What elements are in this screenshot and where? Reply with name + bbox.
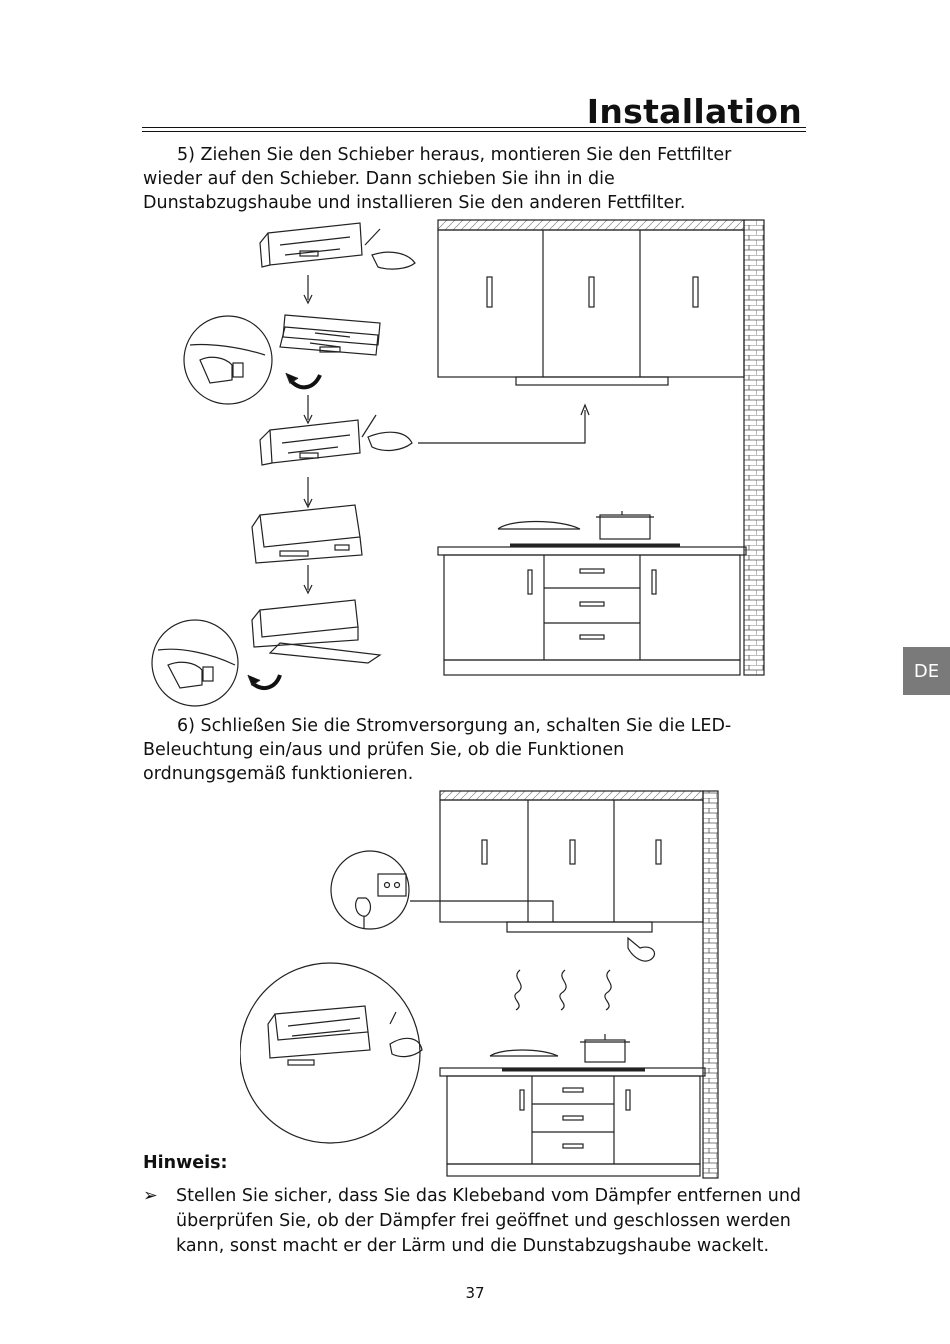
plug	[356, 898, 371, 916]
note-item	[143, 1184, 803, 1259]
step6-paragraph	[143, 714, 783, 786]
step5-line: Dunstabzugshaube und installieren Sie den anderen Fettfilter.	[143, 193, 686, 213]
filter-installation-figure	[140, 215, 780, 710]
wok-pan	[490, 1050, 558, 1056]
step6-line: 6) Schließen Sie die Stromversorgung an, schalten Sie die LED-	[177, 716, 732, 736]
wall-socket	[378, 874, 406, 896]
upper-cabinets	[438, 220, 744, 377]
brick-wall	[703, 791, 718, 1178]
hood-step-3	[260, 415, 412, 465]
step5-line: 5) Ziehen Sie den Schieber heraus, montieren Sie den Fettfilter	[177, 145, 732, 165]
base-cabinets	[440, 1068, 705, 1176]
socket-detail-circle	[331, 851, 409, 929]
upper-cabinets	[440, 791, 703, 922]
language-tab[interactable]: DE	[903, 647, 950, 695]
note-heading: Hinweis:	[143, 1153, 228, 1173]
cooking-pot	[600, 515, 650, 539]
range-hood-body	[507, 922, 652, 932]
hood-step-4	[252, 505, 362, 563]
hood-step-2	[280, 315, 380, 355]
title-rule-bottom	[142, 131, 806, 132]
note-text: Stellen Sie sicher, dass Sie das Klebeband vom Dämpfer entfernen und überprüfen Sie, ob der Dämpfer frei geöffnet und geschlossen werden kann, sonst macht er der Lärm und die Dunstabzugshaube wackelt.	[176, 1186, 802, 1256]
brick-wall	[744, 220, 764, 675]
range-hood-body	[516, 377, 668, 385]
cooking-pot	[585, 1040, 625, 1062]
detail-circle-2	[152, 620, 238, 706]
step6-line: ordnungsgemäß funktionieren.	[143, 764, 414, 784]
wok-pan	[498, 522, 580, 530]
detail-circle-1	[184, 316, 272, 404]
step6-line: Beleuchtung ein/aus und prüfen Sie, ob die Funktionen	[143, 740, 625, 760]
title-rule-top	[142, 127, 806, 128]
hood-step-1	[260, 223, 415, 269]
page-number: 37	[465, 1284, 485, 1302]
base-cabinets	[438, 547, 746, 675]
bullet-arrow-icon: ➢	[143, 1186, 158, 1206]
step5-line: wieder auf den Schieber. Dann schieben Sie ihn in die	[143, 169, 615, 189]
hand-pointer-icon	[628, 938, 655, 961]
step5-paragraph	[143, 143, 783, 215]
power-test-figure	[240, 788, 725, 1183]
hood-step-5	[252, 600, 380, 663]
page-title: Installation	[586, 92, 802, 131]
